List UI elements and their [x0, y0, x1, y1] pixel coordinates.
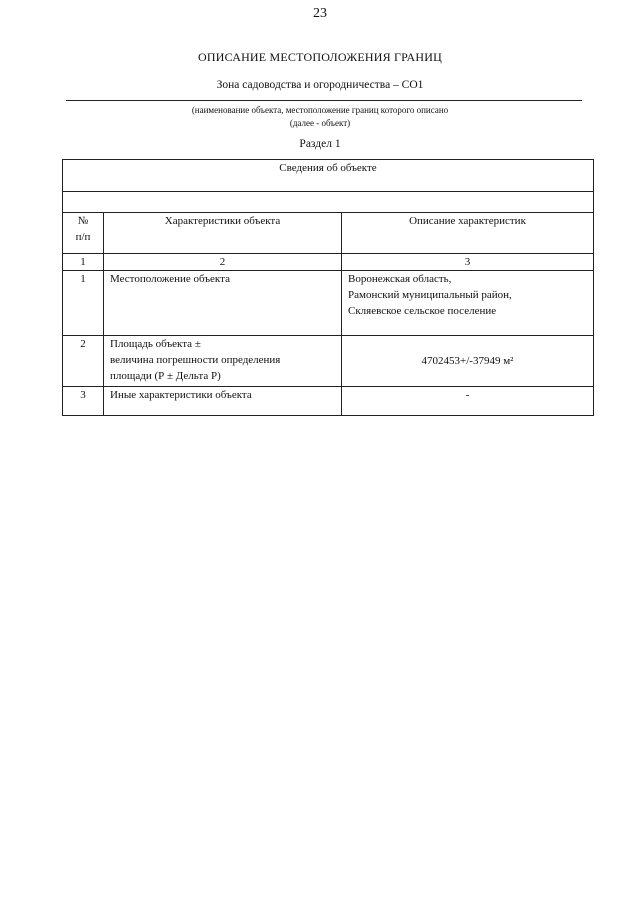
- row-characteristic: Местоположение объекта: [104, 271, 342, 336]
- caption-line-1: (наименование объекта, местоположение границ которого описано: [191, 105, 449, 115]
- section-title: Раздел 1: [299, 138, 341, 150]
- object-name-caption: [0, 104, 640, 130]
- object-name: Зона садоводства и огородничества – СО1: [216, 79, 424, 91]
- table-row: [63, 336, 594, 387]
- characteristic-line: площади (Р ± Дельта Р): [110, 370, 221, 382]
- description-line: Рамонский муниципальный район,: [348, 289, 512, 301]
- table-row: [63, 271, 594, 336]
- page-number: 23: [313, 6, 327, 21]
- table-blank-row: [63, 192, 594, 213]
- blank-cell: [63, 192, 594, 213]
- object-info-table: [62, 159, 594, 416]
- document-title: ОПИСАНИЕ МЕСТОПОЛОЖЕНИЯ ГРАНИЦ: [198, 50, 442, 64]
- column-number-2: 2: [104, 254, 342, 271]
- characteristic-line: Площадь объекта ±: [110, 338, 201, 350]
- column-header-description: Описание характеристик: [342, 213, 594, 254]
- row-description: -: [342, 387, 594, 416]
- row-description-area: 4702453+/-37949 м²: [342, 336, 594, 387]
- description-line: Скляевское сельское поселение: [348, 305, 497, 317]
- column-number-3: 3: [342, 254, 594, 271]
- column-header-characteristics: Характеристики объекта: [104, 213, 342, 254]
- row-description: [342, 271, 594, 336]
- underline-divider: [66, 100, 582, 101]
- column-header-no: [63, 213, 104, 254]
- table-header-row: [63, 160, 594, 192]
- row-number: 1: [63, 271, 104, 336]
- table-row: [63, 387, 594, 416]
- row-characteristic: [104, 336, 342, 387]
- caption-line-2: (далее - объект): [289, 118, 351, 128]
- column-header-no-line1: №: [77, 215, 89, 227]
- row-number: 3: [63, 387, 104, 416]
- row-number: 2: [63, 336, 104, 387]
- column-number-1: 1: [63, 254, 104, 271]
- column-headers-row: [63, 213, 594, 254]
- description-line: Воронежская область,: [348, 273, 452, 285]
- characteristic-line: величина погрешности определения: [110, 354, 281, 366]
- column-header-no-line2: п/п: [75, 231, 91, 243]
- column-numbers-row: [63, 254, 594, 271]
- table-header: Сведения об объекте: [63, 160, 594, 192]
- row-characteristic: Иные характеристики объекта: [104, 387, 342, 416]
